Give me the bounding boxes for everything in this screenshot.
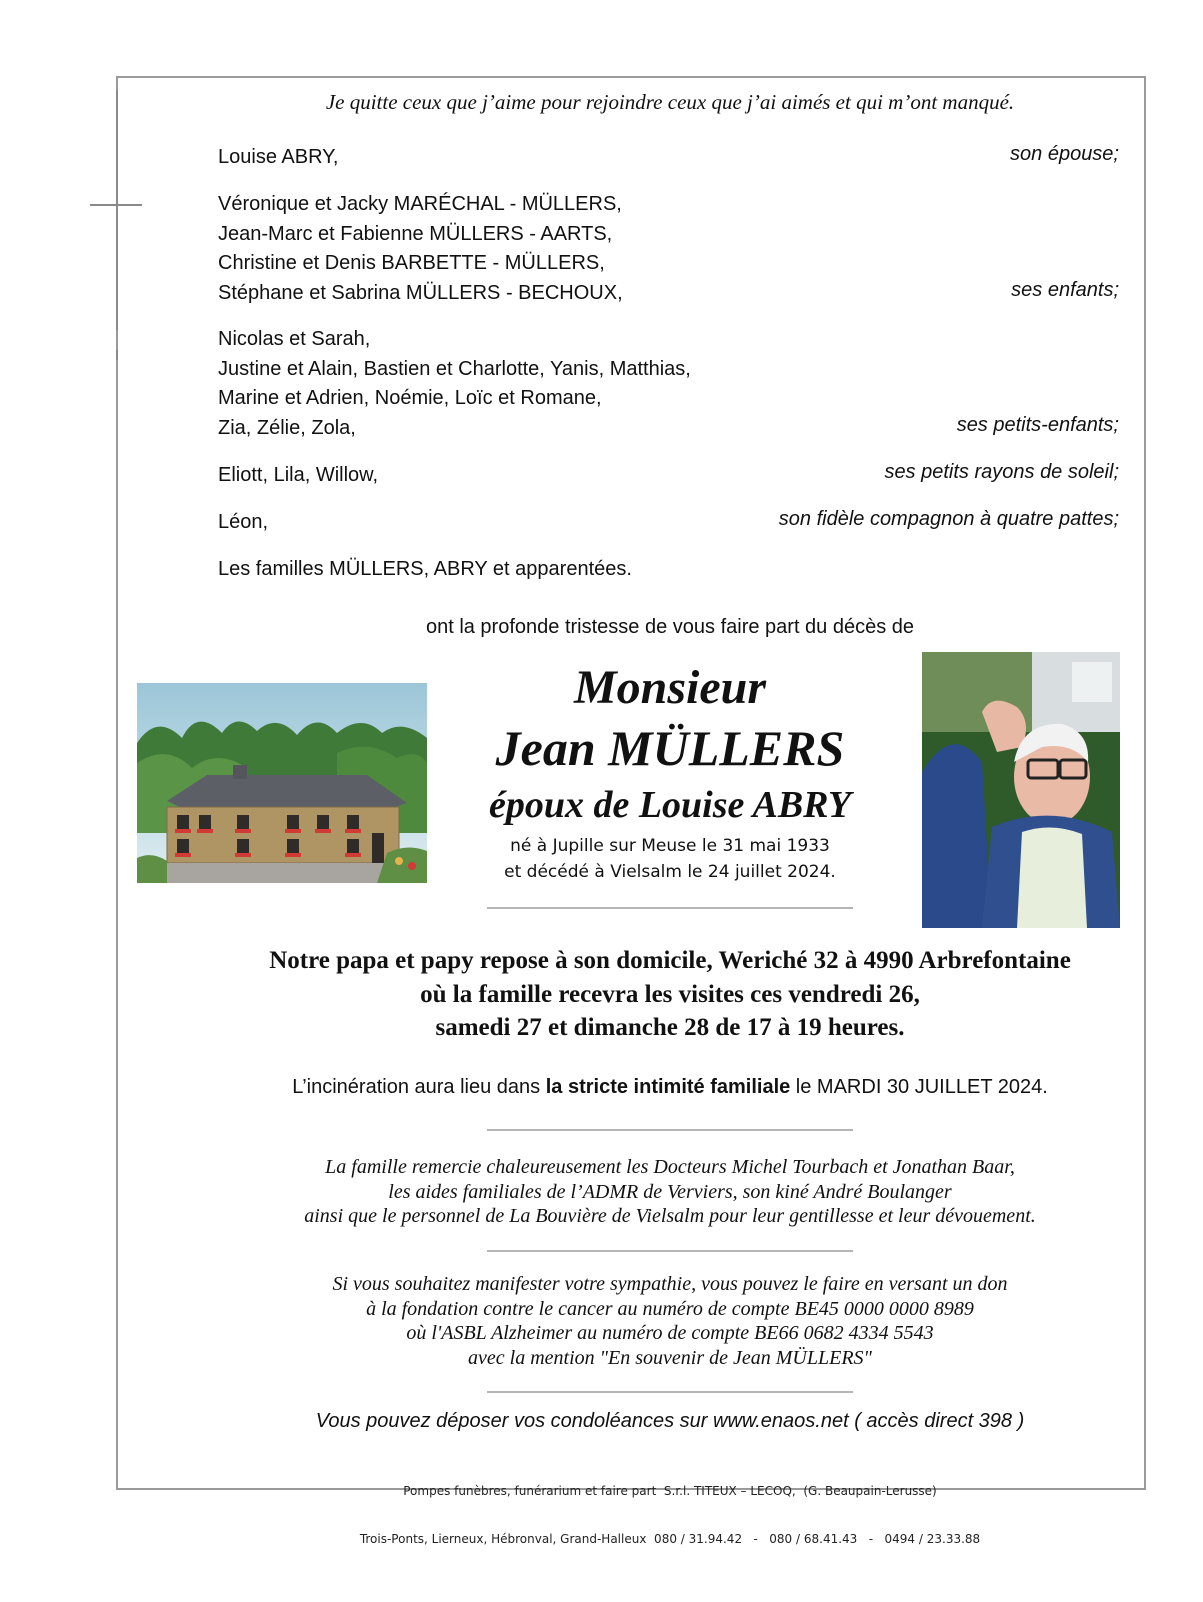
wake-line: samedi 27 et dimanche 28 de 17 à 19 heures.	[435, 1014, 905, 1041]
family-line: Jean-Marc et Fabienne MÜLLERS - AARTS,	[218, 222, 613, 245]
family-line: Véronique et Jacky MARÉCHAL - MÜLLERS,	[218, 193, 622, 215]
wake-info	[120, 944, 1203, 1045]
death-line: et décédé à Vielsalm le 24 juillet 2024.	[504, 862, 836, 882]
family-line: Christine et Denis BARBETTE - MÜLLERS,	[218, 252, 605, 274]
great-grandchildren-names	[218, 461, 378, 491]
family-line: Justine et Alain, Bastien et Charlotte, Yanis, Matthias,	[218, 357, 691, 380]
birth-line: né à Jupille sur Meuse le 31 mai 1933	[510, 836, 830, 856]
family-line: Marine et Adrien, Noémie, Loïc et Romane,	[218, 387, 602, 409]
pet-names	[218, 508, 268, 538]
family-line: Stéphane et Sabrina MÜLLERS - BECHOUX,	[218, 281, 623, 304]
cremation-info	[120, 1076, 1203, 1099]
cross-horizontal	[90, 204, 142, 206]
great-grandchildren-relation: ses petits rayons de soleil;	[884, 461, 1119, 483]
divider	[487, 1391, 853, 1393]
footer-line: Pompes funèbres, funérarium et faire part S.r.l. TITEUX – LECOQ, (G. Beaupain-Lerusse)	[403, 1484, 937, 1498]
divider	[487, 1250, 853, 1252]
cremation-text: L’incinération aura lieu dans	[292, 1076, 546, 1098]
spouse-relation: son épouse;	[1010, 143, 1119, 165]
divider	[487, 907, 853, 909]
family-line: Nicolas et Sarah,	[218, 328, 371, 350]
house-painting	[137, 683, 427, 883]
divider	[487, 1129, 853, 1131]
children-relation: ses enfants;	[1011, 279, 1119, 301]
spouse-line: époux de Louise ABRY	[488, 784, 852, 826]
family-line: Eliott, Lila, Willow,	[218, 464, 379, 486]
announcement: ont la profonde tristesse de vous faire part du décès de	[425, 616, 915, 638]
thanks-line: La famille remercie chaleureusement les Docteurs Michel Tourbach et Jonathan Baar,	[325, 1156, 1015, 1178]
donation-line: avec la mention "En souvenir de Jean MÜLLERS"	[468, 1346, 872, 1369]
cremation-date: le MARDI 30 JUILLET 2024.	[790, 1076, 1048, 1098]
donation-line: où l'ASBL Alzheimer au numéro de compte BE66 0682 4334 5543	[406, 1322, 934, 1344]
family-line: Léon,	[218, 511, 269, 533]
family-line: Zia, Zélie, Zola,	[218, 416, 356, 439]
condolences-line: Vous pouvez déposer vos condoléances sur www.enaos.net ( accès direct 398 )	[315, 1410, 1025, 1432]
family-line: Louise ABRY,	[218, 146, 339, 168]
quote: Je quitte ceux que j’aime pour rejoindre ceux que j’ai aimés et qui m’ont manqué.	[325, 90, 1015, 114]
spouse-names	[218, 143, 338, 173]
children-names	[218, 190, 623, 308]
cremation-emphasis: la stricte intimité familiale	[545, 1076, 791, 1098]
wake-line: où la famille recevra les visites ces vendredi 26,	[420, 980, 920, 1008]
grandchildren-names	[218, 325, 691, 443]
families-line: Les familles MÜLLERS, ABRY et apparentées.	[218, 558, 632, 580]
wake-line: Notre papa et papy repose à son domicile, Weriché 32 à 4990 Arbrefontaine	[269, 947, 1071, 974]
footer-line: Trois-Ponts, Lierneux, Hébronval, Grand-Halleux 080 / 31.94.42 - 080 / 68.41.43 - 0494 / 23.33.88	[359, 1532, 981, 1546]
deceased-name: Jean MÜLLERS	[495, 720, 845, 776]
cross-vertical-tail	[116, 350, 118, 360]
donation-block	[120, 1272, 1203, 1370]
thanks-line: les aides familiales de l’ADMR de Verviers, son kiné André Boulanger	[388, 1180, 952, 1203]
portrait-photo	[922, 652, 1120, 928]
pet-relation: son fidèle compagnon à quatre pattes;	[778, 508, 1119, 530]
donation-line: à la fondation contre le cancer au numéro de compte BE45 0000 0000 8989	[366, 1297, 974, 1320]
funeral-home-footer	[120, 1451, 1203, 1563]
salutation: Monsieur	[573, 661, 767, 714]
donation-line: Si vous souhaitez manifester votre sympathie, vous pouvez le faire en versant un don	[332, 1273, 1008, 1295]
thanks-block	[120, 1155, 1203, 1229]
thanks-line: ainsi que le personnel de La Bouvière de Vielsalm pour leur gentillesse et leur dévouement.	[304, 1205, 1036, 1227]
cross-vertical	[116, 90, 118, 330]
grandchildren-relation: ses petits-enfants;	[956, 414, 1119, 436]
